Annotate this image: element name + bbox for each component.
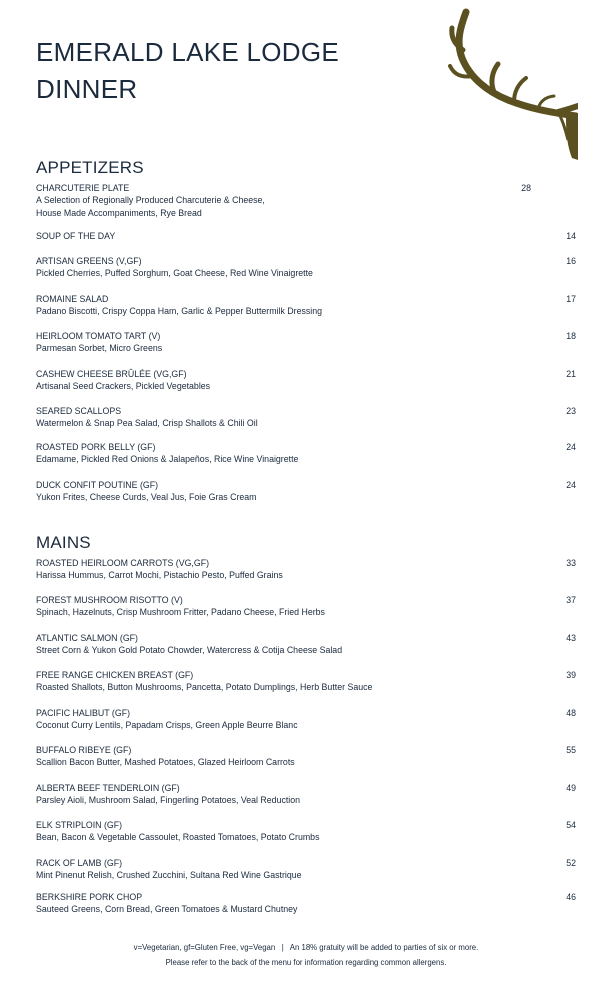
item-name: SOUP OF THE DAY	[36, 231, 116, 241]
item-price: 33	[566, 558, 576, 568]
item-price: 54	[566, 820, 576, 830]
item-price: 17	[566, 294, 576, 304]
item-name: SEARED SCALLOPS	[36, 406, 122, 416]
item-description: Coconut Curry Lentils, Papadam Crisps, Green Apple Beurre Blanc	[36, 720, 298, 731]
item-name: FOREST MUSHROOM RISOTTO (V)	[36, 595, 183, 605]
item-price: 48	[566, 708, 576, 718]
item-price: 55	[566, 745, 576, 755]
item-name: ROASTED HEIRLOOM CARROTS (VG,GF)	[36, 558, 210, 568]
item-description: Harissa Hummus, Carrot Mochi, Pistachio Pesto, Puffed Grains	[36, 570, 283, 581]
item-name: DUCK CONFIT POUTINE (GF)	[36, 480, 159, 490]
item-description: Bean, Bacon & Vegetable Cassoulet, Roasted Tomatoes, Potato Crumbs	[36, 832, 320, 843]
menu-name: DINNER	[36, 74, 138, 104]
menu-item-duck-confit-poutine	[36, 479, 578, 504]
item-price: 21	[566, 369, 576, 379]
item-description: Spinach, Hazelnuts, Crisp Mushroom Fritter, Padano Cheese, Fried Herbs	[36, 607, 325, 618]
menu-item-berkshire-pork-chop	[36, 891, 578, 916]
item-price: 52	[566, 858, 576, 868]
item-price: 14	[566, 231, 576, 241]
item-description: Roasted Shallots, Button Mushrooms, Pancetta, Potato Dumplings, Herb Butter Sauce	[36, 682, 373, 693]
item-description: Sauteed Greens, Corn Bread, Green Tomatoes & Mustard Chutney	[36, 904, 298, 915]
menu-item-rack-of-lamb	[36, 857, 578, 882]
item-price: 46	[566, 892, 576, 902]
item-price: 39	[566, 670, 576, 680]
section-title-appetizers: APPETIZERS	[36, 158, 144, 177]
menu-title	[36, 34, 339, 108]
menu-item-buffalo-ribeye	[36, 744, 578, 769]
item-name: BERKSHIRE PORK CHOP	[36, 892, 143, 902]
item-price: 28	[521, 183, 531, 193]
menu-item-alberta-beef-tenderloin	[36, 782, 578, 807]
item-description: Scallion Bacon Butter, Mashed Potatoes, Glazed Heirloom Carrots	[36, 757, 295, 768]
menu-item-free-range-chicken-breast	[36, 669, 578, 694]
menu-item-forest-mushroom-risotto	[36, 594, 578, 619]
item-description: Parmesan Sorbet, Micro Greens	[36, 343, 163, 354]
item-name: ELK STRIPLOIN (GF)	[36, 820, 123, 830]
item-price: 49	[566, 783, 576, 793]
section-title-mains: MAINS	[36, 533, 91, 552]
item-price: 24	[566, 480, 576, 490]
menu-item-artisan-greens	[36, 255, 578, 280]
item-name: CASHEW CHEESE BRÛLÉE (VG,GF)	[36, 369, 187, 379]
item-price: 18	[566, 331, 576, 341]
menu-item-pacific-halibut	[36, 707, 578, 732]
menu-item-roasted-heirloom-carrots	[36, 557, 578, 582]
item-name: ATLANTIC SALMON (GF)	[36, 633, 138, 643]
item-price: 43	[566, 633, 576, 643]
item-price: 24	[566, 442, 576, 452]
item-price: 37	[566, 595, 576, 605]
menu-item-atlantic-salmon	[36, 632, 578, 657]
menu-item-romaine-salad	[36, 293, 578, 318]
dietary-legend: v=Vegetarian, gf=Gluten Free, vg=Vegan | An 18% gratuity will be added to parties of six or more.	[133, 943, 479, 952]
item-description: Street Corn & Yukon Gold Potato Chowder, Watercress & Cotija Cheese Salad	[36, 645, 343, 656]
item-name: ROMAINE SALAD	[36, 294, 109, 304]
menu-item-charcuterie-plate	[36, 182, 578, 219]
item-name: FREE RANGE CHICKEN BREAST (GF)	[36, 670, 194, 680]
item-price: 23	[566, 406, 576, 416]
item-name: BUFFALO RIBEYE (GF)	[36, 745, 132, 755]
item-name: ROASTED PORK BELLY (GF)	[36, 442, 156, 452]
item-name: PACIFIC HALIBUT (GF)	[36, 708, 131, 718]
menu-item-roasted-pork-belly	[36, 441, 578, 466]
item-description: Yukon Frites, Cheese Curds, Veal Jus, Foie Gras Cream	[36, 492, 257, 503]
menu-item-seared-scallops	[36, 405, 578, 430]
item-name: HEIRLOOM TOMATO TART (V)	[36, 331, 161, 341]
item-description: Padano Biscotti, Crispy Coppa Ham, Garlic & Pepper Buttermilk Dressing	[36, 306, 323, 317]
item-description: House Made Accompaniments, Rye Bread	[36, 207, 202, 218]
menu-item-heirloom-tomato-tart	[36, 330, 578, 355]
menu-item-cashew-cheese-brulee	[36, 368, 578, 393]
lodge-name: EMERALD LAKE LODGE	[36, 37, 340, 67]
item-description: Edamame, Pickled Red Onions & Jalapeños, Rice Wine Vinaigrette	[36, 454, 299, 465]
menu-item-elk-striploin	[36, 819, 578, 844]
menu-item-soup-of-the-day	[36, 230, 578, 242]
item-description: Watermelon & Snap Pea Salad, Crisp Shallots & Chili Oil	[36, 418, 258, 429]
item-price: 16	[566, 256, 576, 266]
item-name: RACK OF LAMB (GF)	[36, 858, 123, 868]
allergen-note: Please refer to the back of the menu for information regarding common allergens.	[165, 958, 447, 967]
item-name: CHARCUTERIE PLATE	[36, 183, 130, 193]
item-description: Parsley Aioli, Mushroom Salad, Fingerling Potatoes, Veal Reduction	[36, 795, 301, 806]
item-description: Mint Pinenut Relish, Crushed Zucchini, Sultana Red Wine Gastrique	[36, 870, 302, 881]
item-description: A Selection of Regionally Produced Charcuterie & Cheese,	[36, 195, 265, 206]
item-name: ARTISAN GREENS (V,GF)	[36, 256, 142, 266]
antler-icon	[448, 8, 578, 160]
item-description: Artisanal Seed Crackers, Pickled Vegetables	[36, 381, 211, 392]
item-name: ALBERTA BEEF TENDERLOIN (GF)	[36, 783, 180, 793]
item-description: Pickled Cherries, Puffed Sorghum, Goat Cheese, Red Wine Vinaigrette	[36, 268, 313, 279]
